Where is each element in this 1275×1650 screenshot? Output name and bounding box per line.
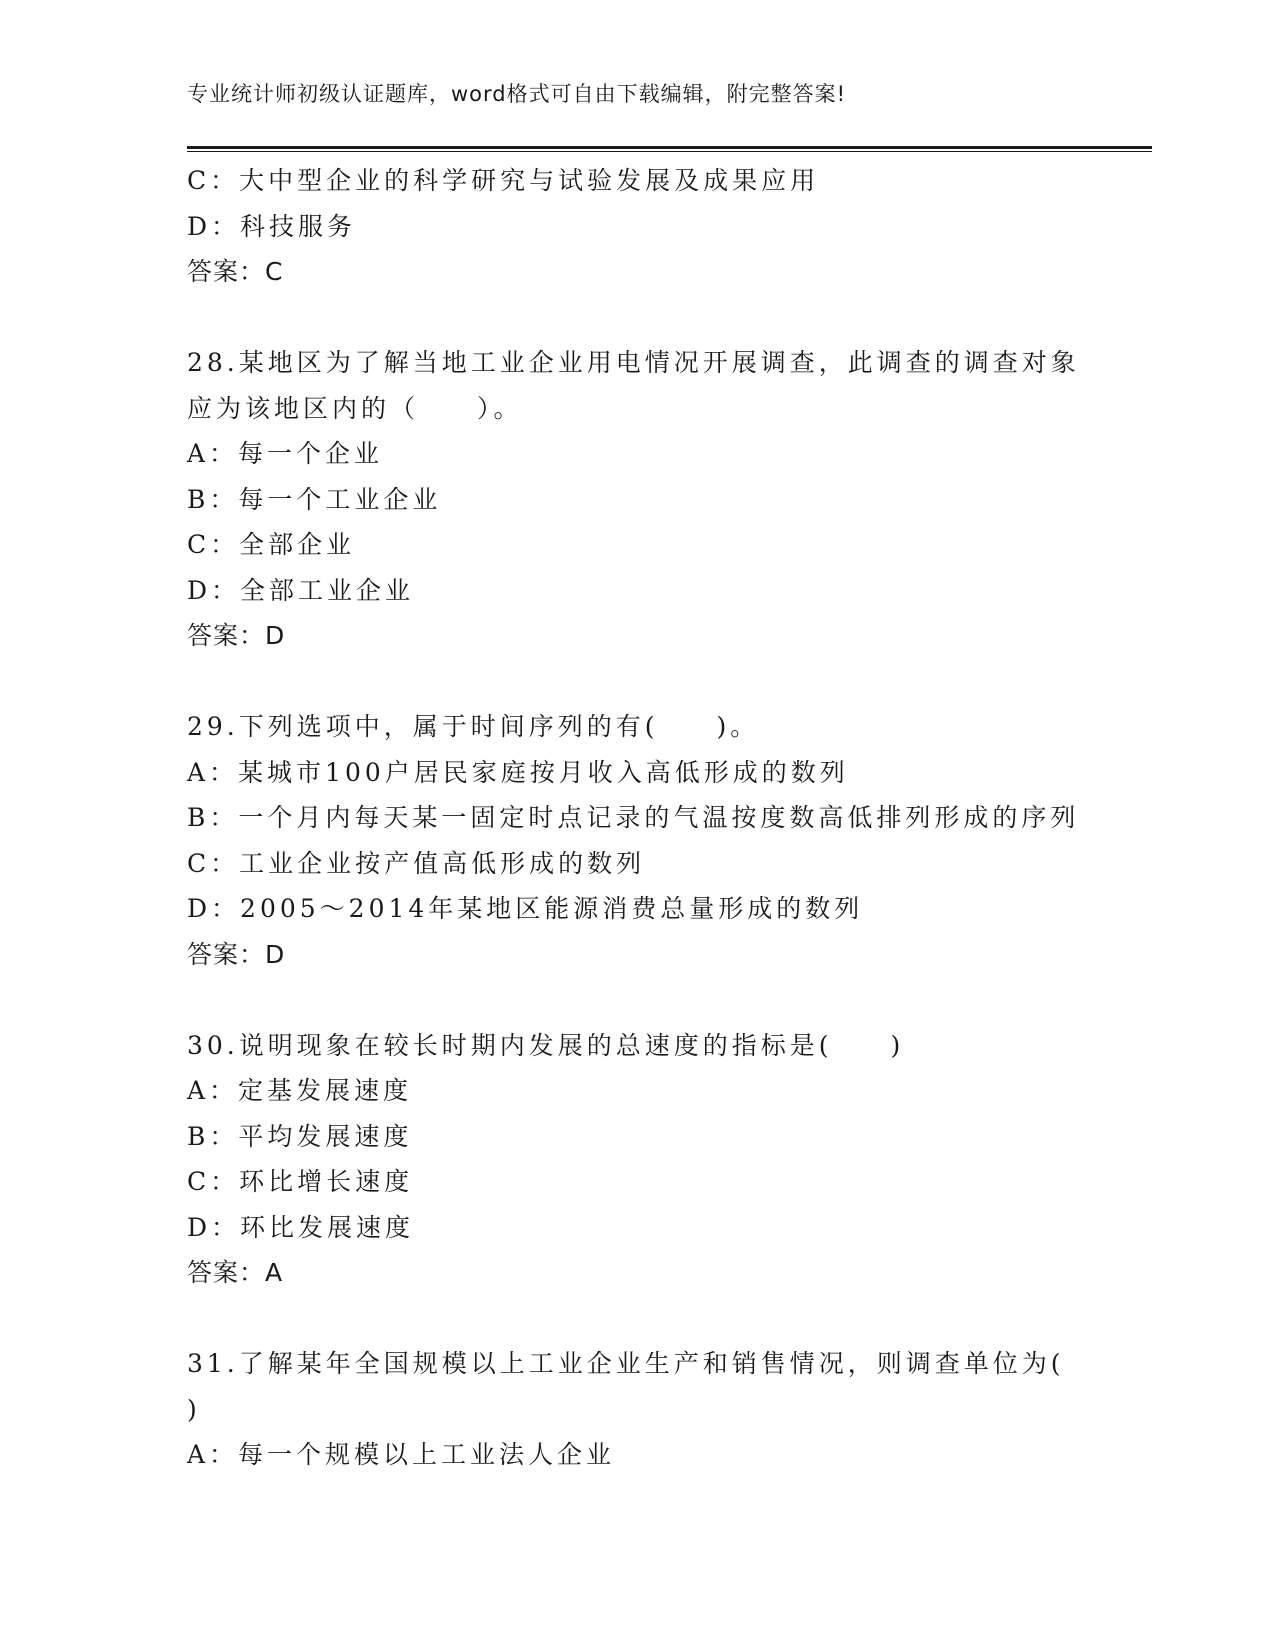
q29-option-b: B：一个月内每天某一固定时点记录的气温按度数高低排列形成的序列: [187, 803, 1080, 832]
q30-option-c: C：环比增长速度: [187, 1167, 414, 1196]
q29-option-a: A：某城市100户居民家庭按月收入高低形成的数列: [187, 757, 849, 787]
question-content: [187, 158, 1087, 1478]
spacer: [187, 1296, 1087, 1342]
q30-answer: 答案：A: [187, 1258, 284, 1287]
q30-stem-line1: 30.说明现象在较长时期内发展的总速度的指标是( ): [187, 1030, 905, 1060]
q28-option-a: A：每一个企业: [187, 439, 384, 468]
q29-answer: 答案：D: [187, 939, 286, 969]
prev-answer: 答案：C: [187, 257, 284, 286]
spacer: [187, 659, 1087, 705]
q30-option-d: D：环比发展速度: [187, 1212, 415, 1242]
header-rule-thin: [187, 151, 1152, 152]
q31-stem-line1: 31.了解某年全国规模以上工业企业生产和销售情况，则调查单位为(: [187, 1349, 1065, 1378]
q30-option-b: B：平均发展速度: [187, 1121, 413, 1151]
q29-option-d: D：2005～2014年某地区能源消费总量形成的数列: [187, 894, 864, 923]
q29-option-c: C：工业企业按产值高低形成的数列: [187, 848, 646, 878]
q31-stem-line2: ): [187, 1394, 201, 1424]
q28-option-b: B：每一个工业企业: [187, 484, 442, 514]
spacer: [187, 977, 1087, 1023]
q28-answer: 答案：D: [187, 621, 286, 650]
header-rule-thick: [187, 146, 1152, 149]
q31-option-a: A：每一个规模以上工业法人企业: [187, 1440, 616, 1469]
prev-option-d: D：科技服务: [187, 211, 357, 241]
q30-option-a: A：定基发展速度: [187, 1076, 413, 1105]
q28-stem-line2: 应为该地区内的（ ）。: [187, 393, 523, 423]
q28-stem-line1: 28.某地区为了解当地工业企业用电情况开展调查，此调查的调查对象: [187, 348, 1080, 377]
page-header: 专业统计师初级认证题库，word格式可自由下载编辑，附完整答案!: [187, 82, 847, 106]
q28-option-c: C：全部企业: [187, 530, 356, 559]
prev-option-c: C：大中型企业的科学研究与试验发展及成果应用: [187, 166, 820, 195]
q28-option-d: D：全部工业企业: [187, 575, 415, 605]
q29-stem-line1: 29.下列选项中，属于时间序列的有( )。: [187, 712, 760, 741]
spacer: [187, 295, 1087, 341]
